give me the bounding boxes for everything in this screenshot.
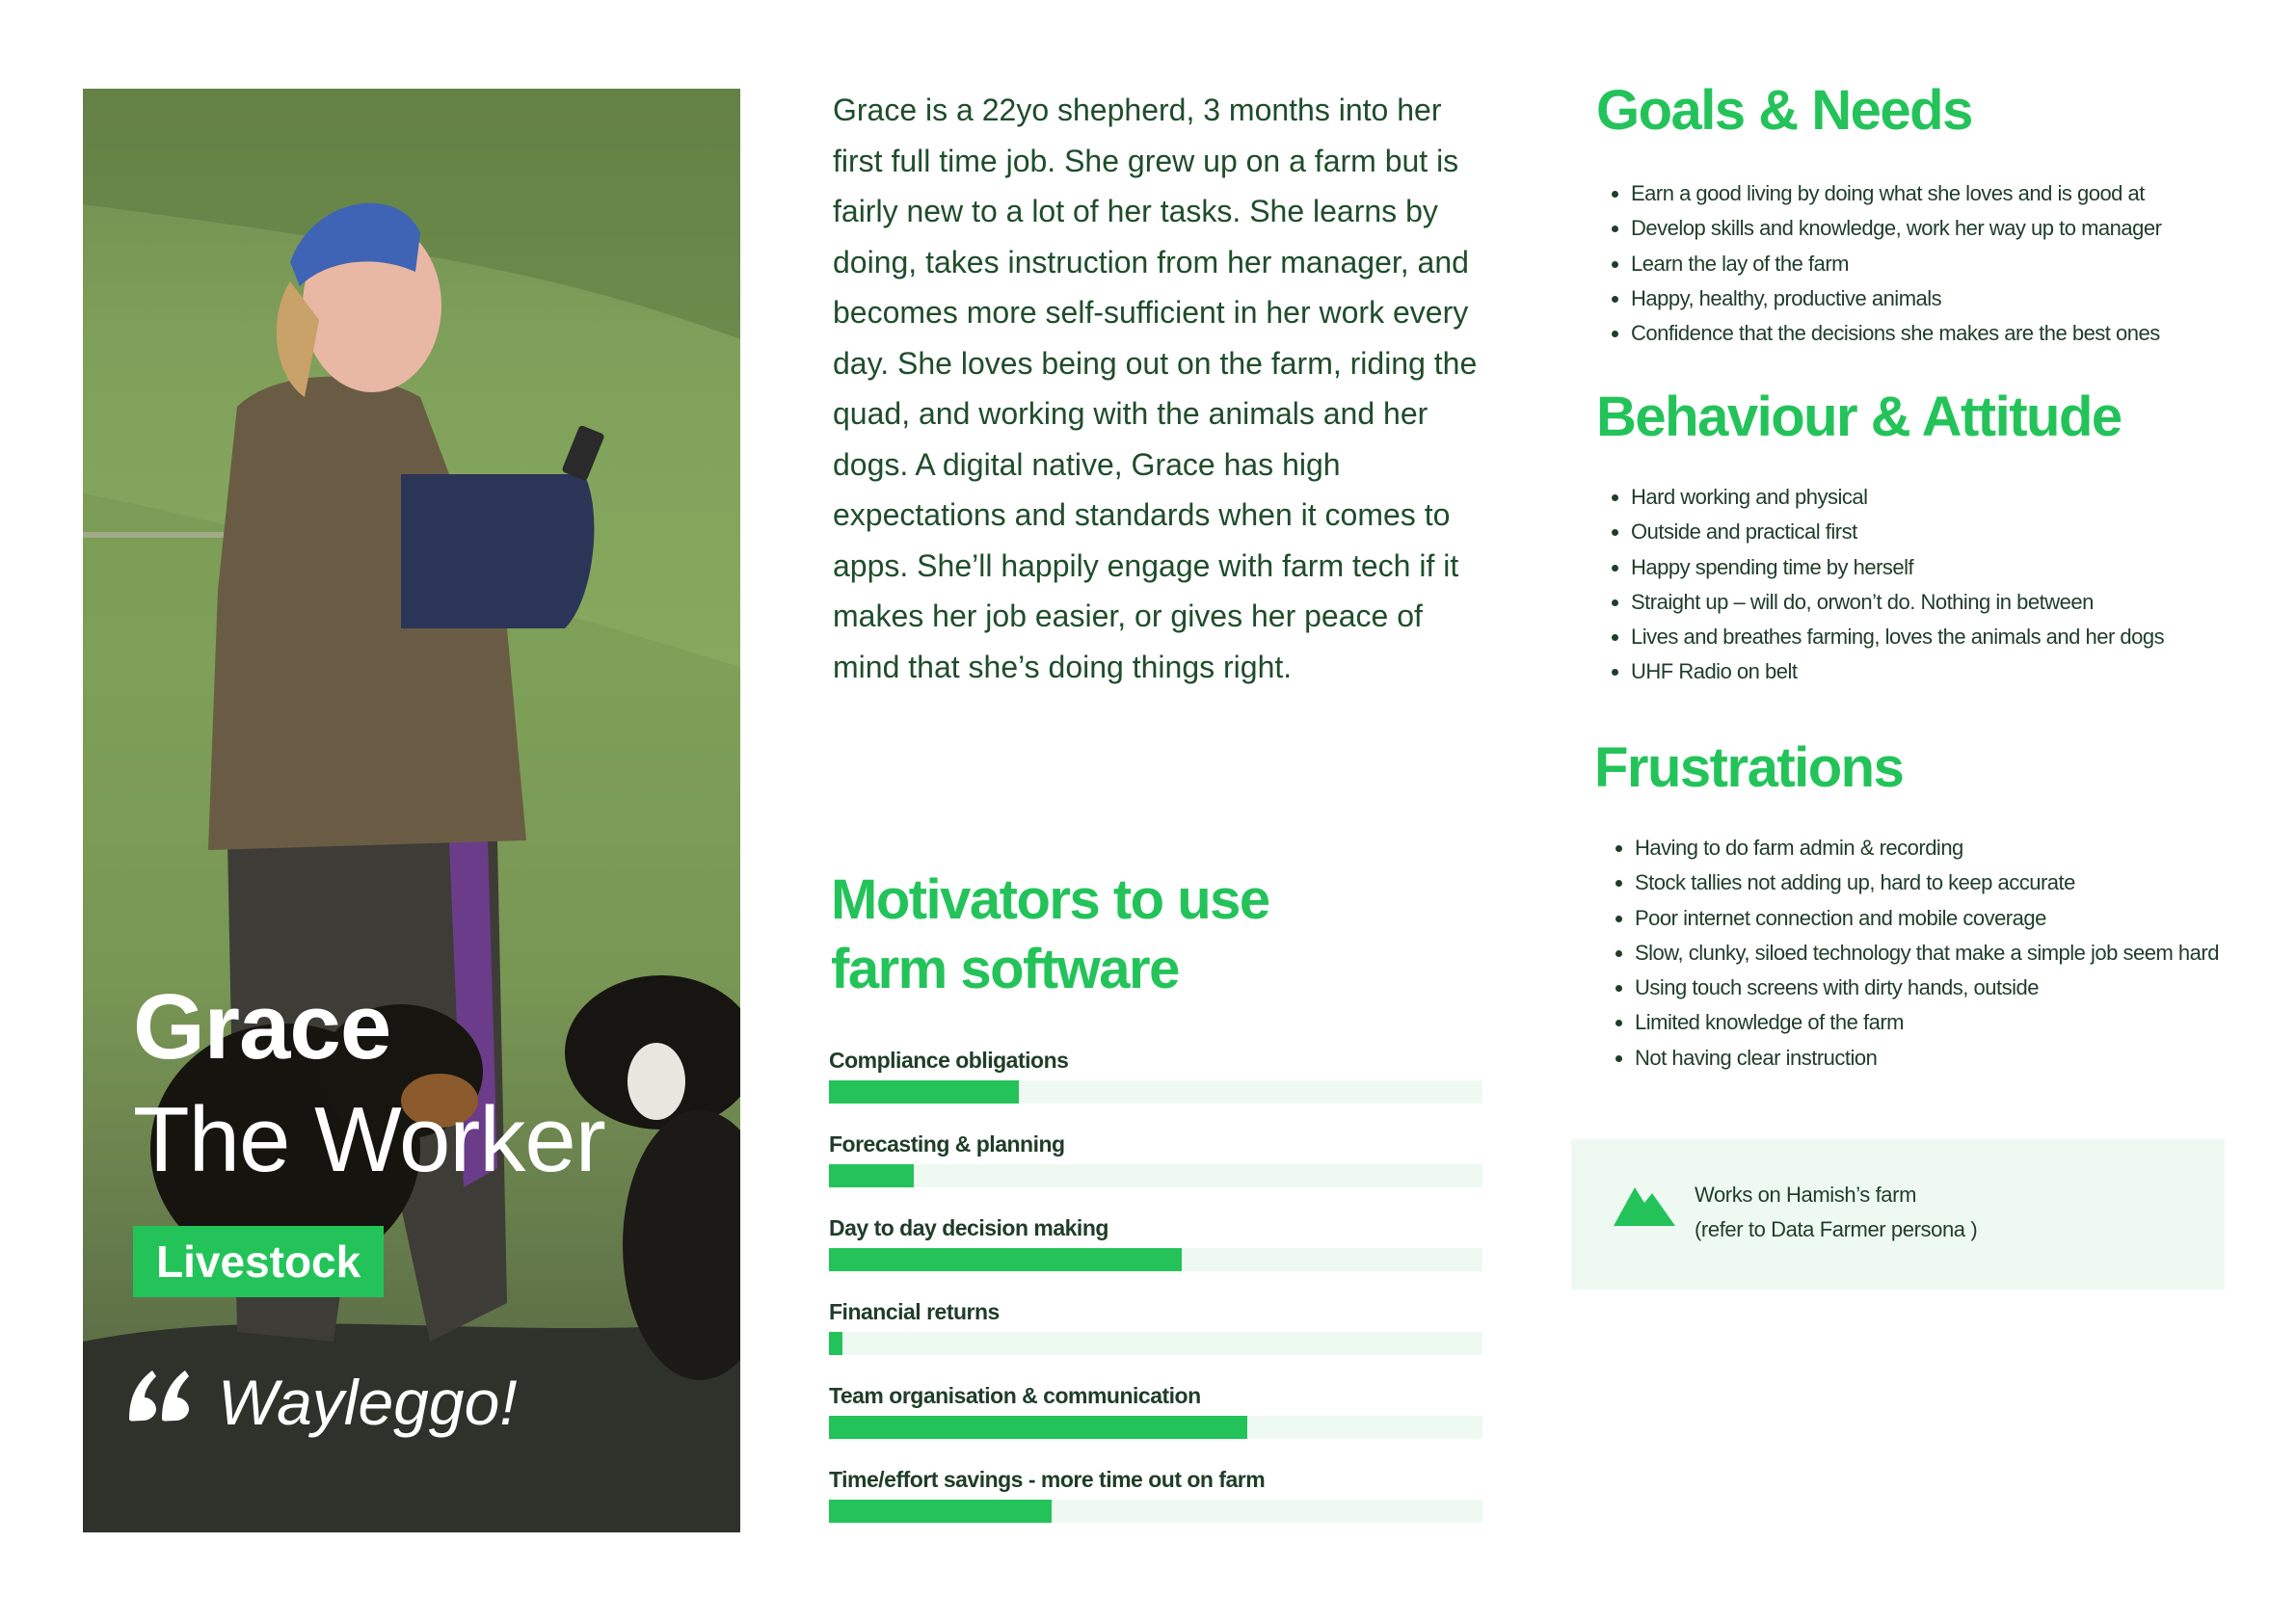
motivator-bar-track — [829, 1164, 1482, 1187]
behaviour-list — [1598, 480, 2164, 690]
behaviour-item: • Lives and breathes farming, loves the animals and her dogs — [1631, 620, 2164, 654]
behaviour-item: • Hard working and physical — [1631, 480, 2164, 515]
motivator-label: Compliance obligations — [829, 1048, 1069, 1073]
motivator-bar-track — [829, 1332, 1482, 1355]
goals-item: • Confidence that the decisions she makes are the best ones — [1631, 316, 2161, 351]
quote-icon — [125, 1365, 193, 1423]
frustrations-item: • Having to do farm admin & recording — [1635, 831, 2219, 865]
goals-title: Goals & Needs — [1596, 79, 1972, 142]
motivator-label: Forecasting & planning — [829, 1131, 1065, 1157]
frustrations-item: • Not having clear instruction — [1635, 1041, 2219, 1076]
photo-illustration — [83, 89, 740, 1532]
motivator-bar-fill — [829, 1248, 1182, 1271]
goals-item: • Develop skills and knowledge, work her way up to manager — [1631, 211, 2161, 246]
related-persona-note — [1571, 1139, 2225, 1290]
note-line1: Works on Hamish’s farm — [1695, 1183, 1916, 1207]
behaviour-title: Behaviour & Attitude — [1596, 386, 2122, 448]
motivator-item — [829, 1046, 1484, 1130]
frustrations-item: • Limited knowledge of the farm — [1635, 1005, 2219, 1040]
motivators-title-line2: farm software — [831, 938, 1179, 1000]
motivator-bar-track — [829, 1080, 1482, 1104]
segment-tag: Livestock — [133, 1226, 384, 1297]
behaviour-item: • Outside and practical first — [1631, 515, 2164, 549]
frustrations-item: • Using touch screens with dirty hands, outside — [1635, 971, 2219, 1005]
motivator-label: Time/effort savings - more time out on farm — [829, 1467, 1266, 1492]
note-line2: (refer to Data Farmer persona ) — [1695, 1217, 1978, 1241]
motivator-bar-fill — [829, 1080, 1019, 1104]
motivator-label: Financial returns — [829, 1299, 1000, 1324]
motivator-item — [829, 1213, 1484, 1297]
goals-item: • Happy, healthy, productive animals — [1631, 281, 2161, 316]
motivators-list — [829, 1046, 1484, 1549]
frustrations-item: • Stock tallies not adding up, hard to keep accurate — [1635, 865, 2219, 900]
frustrations-title: Frustrations — [1594, 736, 1904, 799]
goals-item: • Earn a good living by doing what she loves and is good at — [1631, 176, 2161, 211]
persona-photo — [83, 89, 740, 1532]
motivator-bar-fill — [829, 1164, 914, 1187]
persona-role: The Worker — [133, 1088, 605, 1191]
motivator-bar-fill — [829, 1332, 842, 1355]
behaviour-item: • Happy spending time by herself — [1631, 550, 2164, 585]
frustrations-item: • Slow, clunky, siloed technology that make a simple job seem hard — [1635, 936, 2219, 971]
frustrations-item: • Poor internet connection and mobile coverage — [1635, 901, 2219, 936]
motivator-item — [829, 1381, 1484, 1465]
motivator-label: Team organisation & communication — [829, 1383, 1201, 1408]
motivators-title-line1: Motivators to use — [831, 868, 1269, 931]
motivator-bar-fill — [829, 1416, 1247, 1439]
behaviour-item: • UHF Radio on belt — [1631, 654, 2164, 689]
motivator-bar-track — [829, 1416, 1482, 1439]
motivator-bar-track — [829, 1500, 1482, 1523]
persona-quote: Wayleggo! — [218, 1367, 518, 1438]
motivators-title — [831, 865, 1428, 1004]
mountain-icon — [1614, 1182, 1675, 1226]
goals-list — [1598, 176, 2161, 351]
note-text — [1695, 1178, 1977, 1247]
motivator-item — [829, 1130, 1484, 1213]
frustrations-list — [1602, 831, 2219, 1076]
motivator-item — [829, 1297, 1484, 1381]
motivator-item — [829, 1465, 1484, 1549]
behaviour-item: • Straight up – will do, orwon’t do. Nothing in between — [1631, 585, 2164, 620]
motivator-bar-fill — [829, 1500, 1052, 1523]
persona-name: Grace — [133, 975, 391, 1078]
persona-bio: Grace is a 22yo shepherd, 3 months into her first full time job. She grew up on a farm but is fairly new to a lot of her tasks. She learns by doing, takes instruction from her manager, and becomes more self-sufficient in her work every day. She loves being out on the farm, riding the quad, and working with the animals and her dogs. A digital native, Grace has high expectations and standards when it comes to apps. She’ll happily engage with farm tech if it makes her job easier, or gives her peace of mind that she’s doing things right. — [833, 93, 1478, 684]
motivator-label: Day to day decision making — [829, 1215, 1108, 1240]
motivator-bar-track — [829, 1248, 1482, 1271]
goals-item: • Learn the lay of the farm — [1631, 247, 2161, 281]
